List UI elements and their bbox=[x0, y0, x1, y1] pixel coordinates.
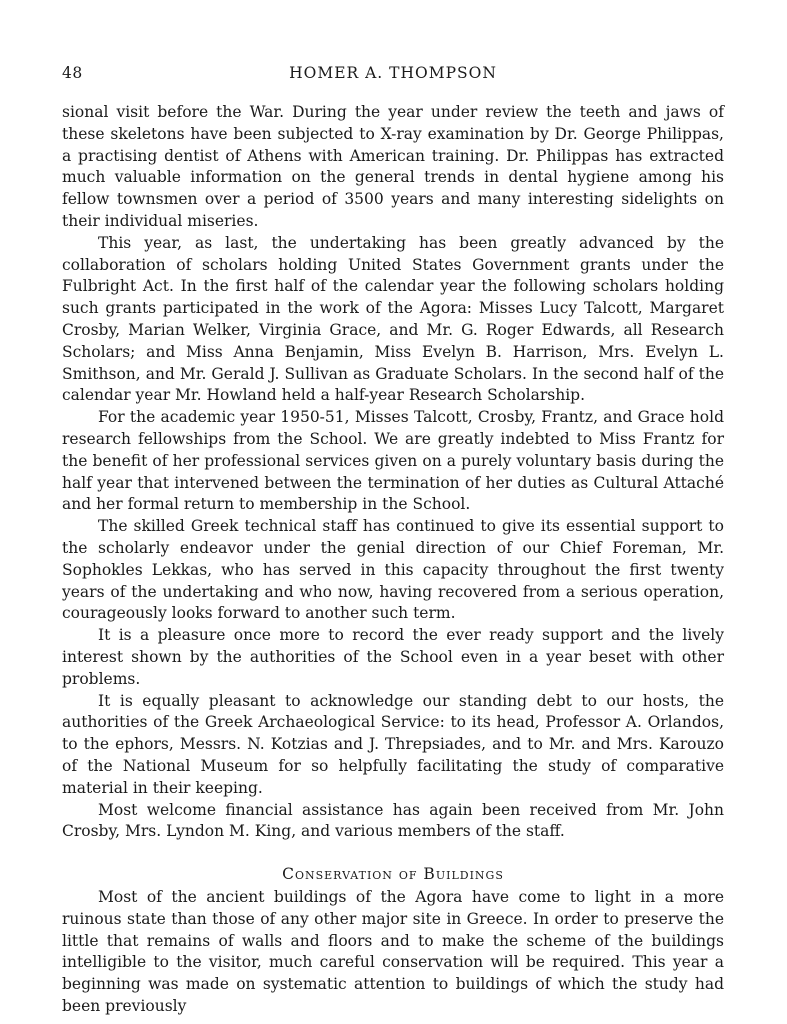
page bbox=[62, 62, 724, 1018]
running-head bbox=[62, 62, 724, 88]
running-title: HOMER A. THOMPSON bbox=[289, 64, 497, 82]
paragraph-fulbright-scholars: This year, as last, the undertaking has been greatly advanced by the collaboration of scholars holding United States Government grants under the Fulbright Act. In the first half of the calendar year the following scholars holding such grants participated in the work of the Agora: Misses Lucy Talcott, Margaret Crosby, Marian Welker, Virginia Grace, and Mr. G. Roger Edwards, all Research Scholars; and Miss Anna Benjamin, Miss Evelyn B. Harrison, Mrs. Evelyn L. Smithson, and Mr. Gerald J. Sullivan as Graduate Scholars. In the second half of the calendar year Mr. Howland held a half-year Research Scholarship. bbox=[62, 233, 724, 405]
page-number: 48 bbox=[62, 64, 83, 82]
paragraph-financial-assistance: Most welcome financial assistance has again been received from Mr. John Crosby, Mrs. Lyndon M. King, and various members of the staff. bbox=[62, 800, 724, 841]
paragraph-continuation: sional visit before the War. During the year under review the teeth and jaws of these skeletons have been subjected to X-ray examination by Dr. George Philippas, a practising dentist of Athens with American training. Dr. Philippas has extracted much valuable information on the general trends in dental hygiene among his fellow townsmen over a period of 3500 years and many interesting sidelights on their individual miseries. bbox=[62, 103, 724, 230]
body-text bbox=[62, 102, 724, 1018]
paragraph-fellowships: For the academic year 1950-51, Misses Talcott, Crosby, Frantz, and Grace hold research fellowships from the School. We are greatly indebted to Miss Frantz for the benefit of her professional services given on a purely voluntary basis during the half year that intervened between the termination of her duties as Cultural Attaché and her formal return to membership in the School. bbox=[62, 408, 724, 514]
paragraph-conservation: Most of the ancient buildings of the Agora have come to light in a more ruinous state than those of any other major site in Greece. In order to preserve the little that remains of walls and floors and to make the scheme of the buildings intelligible to the visitor, much careful conservation will be required. This year a beginning was made on systematic attention to buildings of which the study had been previously bbox=[62, 888, 724, 1016]
paragraph-school-support: It is a pleasure once more to record the ever ready support and the lively interest shown by the authorities of the School even in a year beset with other problems. bbox=[62, 626, 724, 688]
section-heading: Conservation of Buildings bbox=[282, 865, 504, 884]
paragraph-archaeological-service: It is equally pleasant to acknowledge our standing debt to our hosts, the authorities of the Greek Archaeological Service: to its head, Professor A. Orlandos, to the ephors, Messrs. N. Kotzias and J. Threpsiades, and to Mr. and Mrs. Karouzo of the National Museum for so helpfully facilitating the study of comparative material in their keeping. bbox=[62, 691, 724, 797]
paragraph-technical-staff: The skilled Greek technical staff has continued to give its essential support to the scholarly endeavor under the genial direction of our Chief Foreman, Mr. Sophokles Lekkas, who has served in this capacity throughout the first twenty years of the undertaking and who now, having recovered from a serious operation, courageously looks forward to another such term. bbox=[62, 517, 724, 623]
